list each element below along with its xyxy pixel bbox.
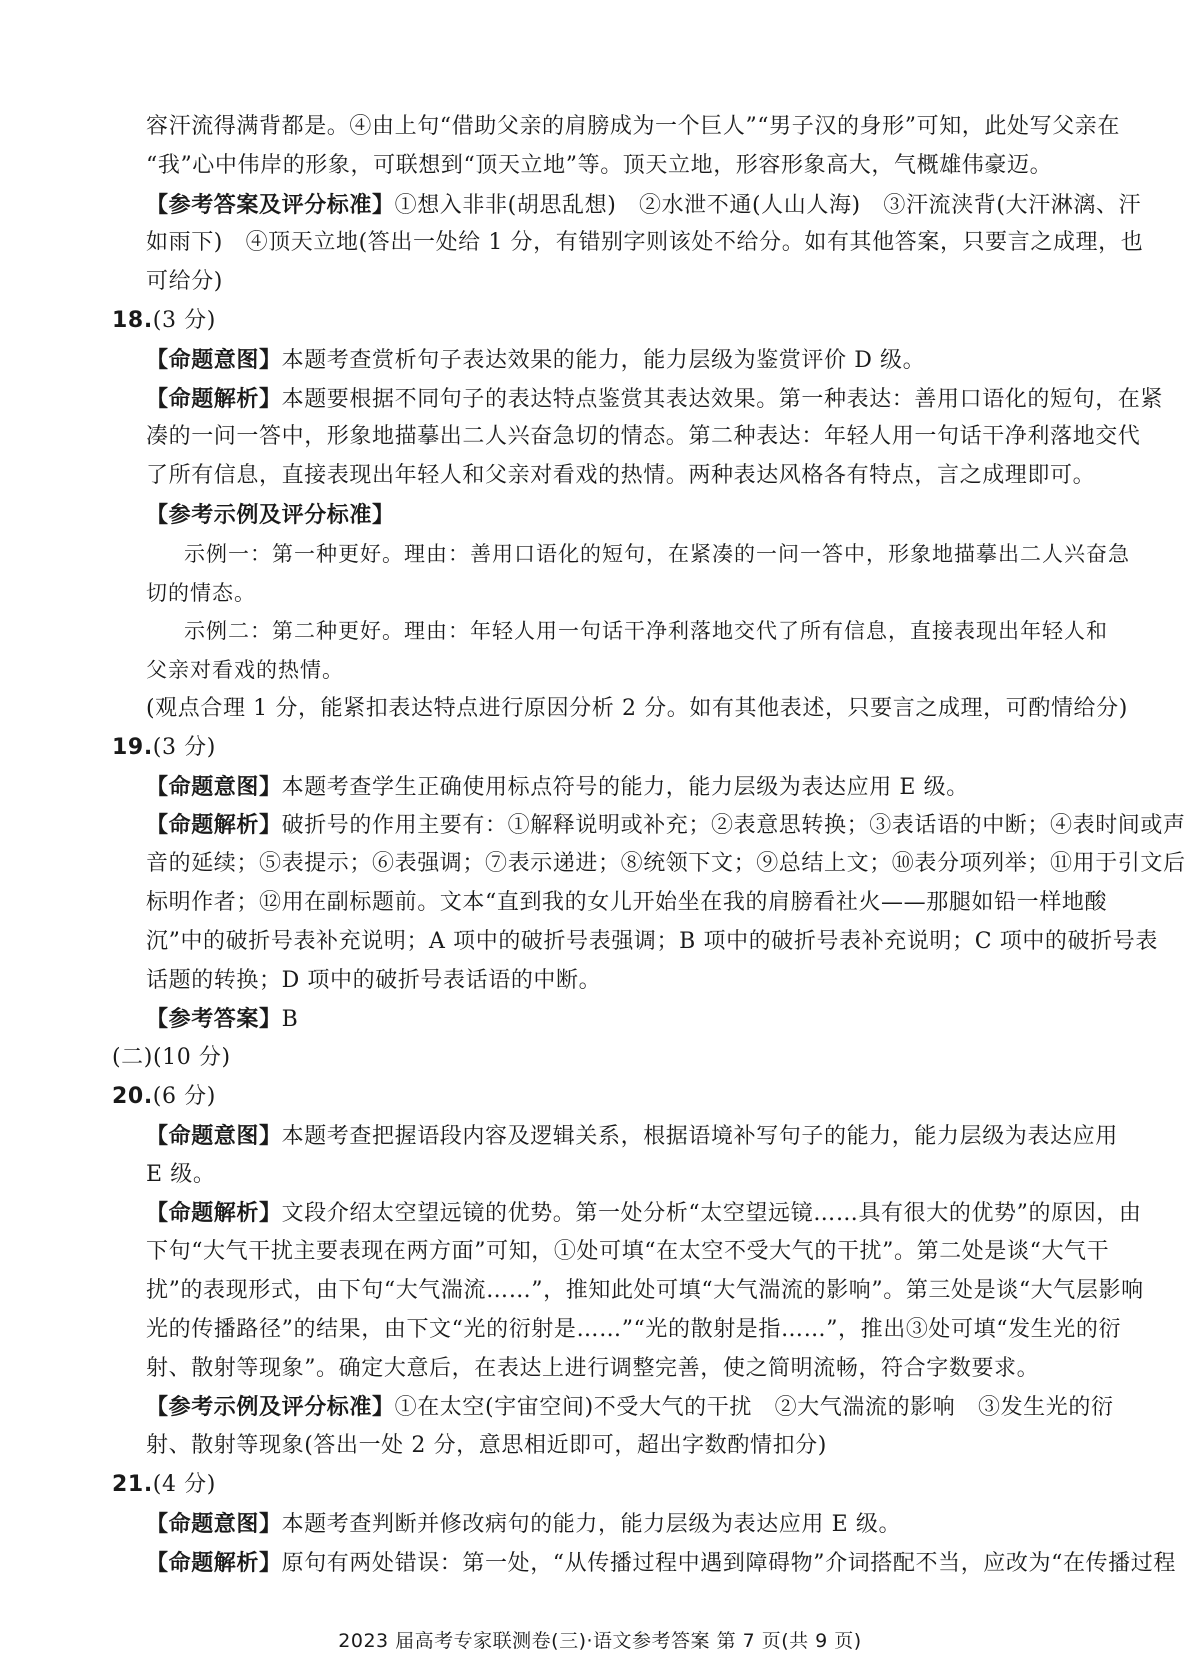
section-tag: 【参考答案】 — [146, 1006, 282, 1033]
text-line: 沉”中的破折号表补充说明；A 项中的破折号表强调；B 项中的破折号表补充说明；C 项中的破折号表 — [146, 928, 1158, 954]
section-heading: (二)(10 分) — [112, 1045, 231, 1071]
text-line: 标明作者；⑫用在副标题前。文本“直到我的女儿开始坐在我的肩膀看社火——那腿如铅一样地酸 — [146, 890, 1108, 915]
text-line — [146, 770, 1056, 805]
text-line — [146, 1546, 1176, 1581]
text-span: 本题考查把握语段内容及逻辑关系，根据语境补写句子的能力，能力层级为表达应用 — [281, 1123, 1118, 1149]
text-span: ①想入非非(胡思乱想) ②水泄不通(人山人海) ③汗流浃背(大汗淋漓、汗 — [394, 192, 1142, 218]
text-line: E 级。 — [146, 1161, 216, 1187]
text-line — [146, 1507, 1056, 1542]
text-line: 下句“大气干扰主要表现在两方面”可知，①处可填“在太空不受大气的干扰”。第二处是谈“大气干 — [146, 1239, 1110, 1265]
question-number: 18. — [112, 308, 153, 333]
text-line: 容汗流得满背都是。④由上句“借助父亲的肩膀成为一个巨人”“男子汉的身形”可知，此处写父亲在 — [146, 114, 1120, 139]
text-line: “我”心中伟岸的形象，可联想到“顶天立地”等。顶天立地，形容形象高大，气概雄伟豪迈。 — [146, 152, 1053, 178]
text-line: 凑的一问一答中，形象地描摹出二人兴奋急切的情态。第二种表达：年轻人用一句话干净利落地交代 — [146, 424, 1141, 450]
section-tag: 【命题意图】 — [146, 346, 282, 373]
text-line: 如雨下) ④顶天立地(答出一处给 1 分，有错别字则该处不给分。如有其他答案，只要言之成理，也 — [146, 230, 1144, 256]
text-span: 原句有两处错误：第一处，“从传播过程中遇到障碍物”介词搭配不当，应改为“在传播过程 — [281, 1550, 1176, 1576]
question-score: (6 分) — [152, 1084, 216, 1109]
question-number: 20. — [112, 1084, 153, 1109]
example-line: 父亲对看戏的热情。 — [146, 658, 344, 683]
text-span: 本题考查赏析句子表达效果的能力，能力层级为鉴赏评价 D 级。 — [281, 347, 926, 373]
text-line — [146, 1390, 1114, 1425]
question-number: 19. — [112, 734, 153, 760]
text-line — [146, 1196, 1142, 1231]
text-span: 本题考查学生正确使用标点符号的能力，能力层级为表达应用 E 级。 — [281, 774, 969, 800]
section-tag: 【参考答案及评分标准】 — [146, 191, 395, 218]
text-line: 可给分) — [146, 269, 223, 295]
question-score: (3 分) — [152, 734, 216, 760]
text-line — [146, 343, 1056, 378]
section-tag: 【命题解析】 — [146, 812, 282, 839]
question-20-header — [112, 1080, 1022, 1114]
text-line: 话题的转换；D 项中的破折号表话语的中断。 — [146, 967, 602, 993]
text-line: 射、散射等现象”。确定大意后，在表达上进行调整完善，使之简明流畅，符合字数要求。 — [146, 1355, 1040, 1381]
text-line: (观点合理 1 分，能紧扣表达特点进行原因分析 2 分。如有其他表述，只要言之成理，可酌情给分) — [146, 696, 1128, 721]
section-tag: 【参考示例及评分标准】 — [146, 502, 395, 528]
question-19-header — [112, 731, 1022, 765]
section-tag: 【命题意图】 — [146, 1122, 282, 1149]
text-line: 音的延续；⑤表提示；⑥表强调；⑦表示递进；⑧统领下文；⑨总结上文；⑩表分项列举；⑪用于引文后 — [146, 851, 1186, 877]
text-line: 射、散射等现象(答出一处 2 分，意思相近即可，超出字数酌情扣分) — [146, 1433, 827, 1459]
question-18-header — [112, 304, 1022, 338]
section-tag: 【命题解析】 — [146, 385, 282, 412]
text-line — [146, 382, 1164, 417]
page-footer: 2023 届高考专家联测卷(三)·语文参考答案 第 7 页(共 9 页) — [338, 1630, 862, 1652]
text-line — [146, 1119, 1118, 1154]
question-score: (3 分) — [152, 308, 216, 333]
answer-value: B — [281, 1007, 299, 1033]
text-span: 本题要根据不同句子的表达特点鉴赏其表达效果。第一种表达：善用口语化的短句，在紧 — [281, 386, 1164, 412]
section-tag: 【命题解析】 — [146, 1549, 282, 1576]
question-21-header — [112, 1468, 1022, 1502]
text-line: 光的传播路径”的结果，由下文“光的衍射是……”“光的散射是指……”，推出③处可填“发生光的衍 — [146, 1316, 1122, 1342]
question-number: 21. — [112, 1472, 153, 1497]
section-tag: 【命题意图】 — [146, 1510, 282, 1537]
text-line — [146, 808, 1186, 843]
example-line: 示例二：第二种更好。理由：年轻人用一句话干净利落地交代了所有信息，直接表现出年轻人和 — [184, 619, 1108, 644]
section-tag: 【参考示例及评分标准】 — [146, 1394, 395, 1421]
text-line — [146, 188, 1142, 223]
example-line: 示例一：第一种更好。理由：善用口语化的短句，在紧凑的一问一答中，形象地描摹出二人兴奋急 — [184, 541, 1130, 566]
text-span: 文段介绍太空望远镜的优势。第一处分析“太空望远镜……具有很大的优势”的原因，由 — [281, 1201, 1142, 1227]
section-tag: 【命题解析】 — [146, 1200, 282, 1227]
example-line: 切的情态。 — [146, 580, 256, 605]
section-tag: 【命题意图】 — [146, 773, 282, 800]
text-span: ①在太空(宇宙空间)不受大气的干扰 ②大气湍流的影响 ③发生光的衍 — [394, 1395, 1114, 1421]
question-score: (4 分) — [152, 1472, 216, 1497]
text-line: 了所有信息，直接表现出年轻人和父亲对看戏的热情。两种表达风格各有特点，言之成理即可。 — [146, 463, 1096, 489]
text-line: 扰”的表现形式，由下句“大气湍流……”，推知此处可填“大气湍流的影响”。第三处是谈“大气层影响 — [146, 1278, 1144, 1303]
text-span: 破折号的作用主要有：①解释说明或补充；②表意思转换；③表话语的中断；④表时间或声 — [281, 813, 1186, 839]
text-line — [146, 1002, 1056, 1037]
text-span: 本题考查判断并修改病句的能力，能力层级为表达应用 E 级。 — [281, 1511, 902, 1537]
